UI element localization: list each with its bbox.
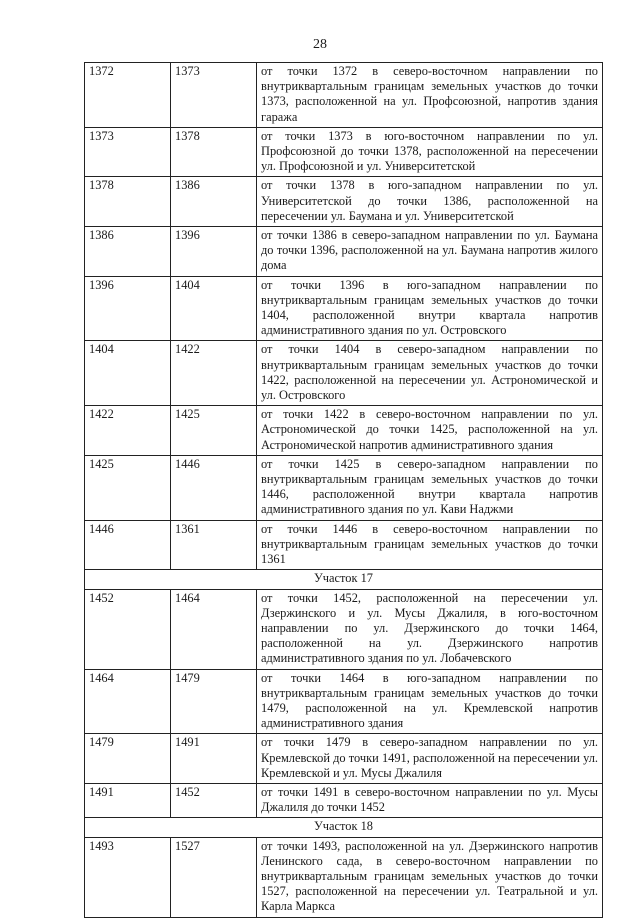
- description-cell: от точки 1378 в юго-западном направлении по ул. Университетской до точки 1386, расположенной на пересечении ул. Баумана и ул. Университетской: [257, 177, 603, 227]
- point-to-cell: 1452: [171, 783, 257, 817]
- boundary-table: [84, 62, 603, 918]
- table-row: [85, 406, 603, 456]
- point-from-cell: 1479: [85, 734, 171, 784]
- description-cell: от точки 1479 в северо-западном направлении по ул. Кремлевской до точки 1491, расположенной на пересечении ул. Кремлевской и ул. Мусы Джалиля: [257, 734, 603, 784]
- point-from-cell: 1422: [85, 406, 171, 456]
- point-from-cell: 1396: [85, 276, 171, 341]
- table-body: [85, 63, 603, 918]
- point-to-cell: 1479: [171, 669, 257, 734]
- table-row: [85, 177, 603, 227]
- point-from-cell: 1386: [85, 227, 171, 277]
- point-to-cell: 1527: [171, 837, 257, 917]
- table-row: [85, 734, 603, 784]
- point-to-cell: 1396: [171, 227, 257, 277]
- point-from-cell: 1491: [85, 783, 171, 817]
- point-from-cell: 1425: [85, 455, 171, 520]
- description-cell: от точки 1425 в северо-западном направлении по внутриквартальным границам земельных участков до точки 1446, расположенной внутри квартала напротив административного здания по ул. Кави Наджми: [257, 455, 603, 520]
- table-row: [85, 127, 603, 177]
- description-cell: от точки 1372 в северо-восточном направлении по внутриквартальным границам земельных участков до точки 1373, расположенной на ул. Профсоюзной, напротив здания гаража: [257, 63, 603, 128]
- point-to-cell: 1386: [171, 177, 257, 227]
- description-cell: от точки 1464 в юго-западном направлении по внутриквартальным границам земельных участков до точки 1479, расположенной на ул. Кремлевской напротив административного здания: [257, 669, 603, 734]
- point-from-cell: 1446: [85, 520, 171, 570]
- section-header-row: [85, 818, 603, 837]
- description-cell: от точки 1446 в северо-восточном направлении по внутриквартальным границам земельных участков до точки 1361: [257, 520, 603, 570]
- table-row: [85, 589, 603, 669]
- description-cell: от точки 1422 в северо-восточном направлении по ул. Астрономической до точки 1425, расположенной на ул. Астрономической напротив административного здания: [257, 406, 603, 456]
- point-from-cell: 1493: [85, 837, 171, 917]
- description-cell: от точки 1452, расположенной на пересечении ул. Дзержинского и ул. Мусы Джалиля, в юго-восточном направлении по ул. Дзержинского до точки 1464, расположенной на ул. Дзержинского напротив административного здания по ул. Лобачевского: [257, 589, 603, 669]
- description-cell: от точки 1404 в северо-западном направлении по внутриквартальным границам земельных участков до точки 1422, расположенной на пересечении ул. Астрономической и ул. Островского: [257, 341, 603, 406]
- point-to-cell: 1422: [171, 341, 257, 406]
- page-number: 28: [313, 37, 327, 52]
- description-cell: от точки 1396 в юго-западном направлении по внутриквартальным границам земельных участков до точки 1404, расположенной внутри квартала напротив административного здания по ул. Островского: [257, 276, 603, 341]
- description-cell: от точки 1491 в северо-восточном направлении по ул. Мусы Джалиля до точки 1452: [257, 783, 603, 817]
- point-from-cell: 1372: [85, 63, 171, 128]
- point-to-cell: 1373: [171, 63, 257, 128]
- section-header-row: [85, 570, 603, 589]
- point-to-cell: 1446: [171, 455, 257, 520]
- point-from-cell: 1404: [85, 341, 171, 406]
- description-cell: от точки 1373 в юго-восточном направлении по ул. Профсоюзной до точки 1378, расположенной на пересечении ул. Профсоюзной и ул. Университетской: [257, 127, 603, 177]
- table-row: [85, 455, 603, 520]
- table-row: [85, 783, 603, 817]
- point-to-cell: 1464: [171, 589, 257, 669]
- table-row: [85, 63, 603, 128]
- point-to-cell: 1404: [171, 276, 257, 341]
- description-cell: от точки 1386 в северо-западном направлении по ул. Баумана до точки 1396, расположенной на ул. Баумана напротив жилого дома: [257, 227, 603, 277]
- section-label: Участок 18: [85, 818, 603, 837]
- section-label: Участок 17: [85, 570, 603, 589]
- description-cell: от точки 1493, расположенной на ул. Дзержинского напротив Ленинского сада, в северо-восточном направлении по внутриквартальным границам земельных участков до точки 1527, расположенной на пересечении ул. Театральной и ул. Карла Маркса: [257, 837, 603, 917]
- point-from-cell: 1378: [85, 177, 171, 227]
- point-to-cell: 1378: [171, 127, 257, 177]
- table-row: [85, 341, 603, 406]
- table-row: [85, 837, 603, 917]
- point-to-cell: 1491: [171, 734, 257, 784]
- point-from-cell: 1464: [85, 669, 171, 734]
- table-row: [85, 669, 603, 734]
- point-from-cell: 1373: [85, 127, 171, 177]
- point-from-cell: 1452: [85, 589, 171, 669]
- table-row: [85, 520, 603, 570]
- table-row: [85, 276, 603, 341]
- point-to-cell: 1361: [171, 520, 257, 570]
- point-to-cell: 1425: [171, 406, 257, 456]
- table-row: [85, 227, 603, 277]
